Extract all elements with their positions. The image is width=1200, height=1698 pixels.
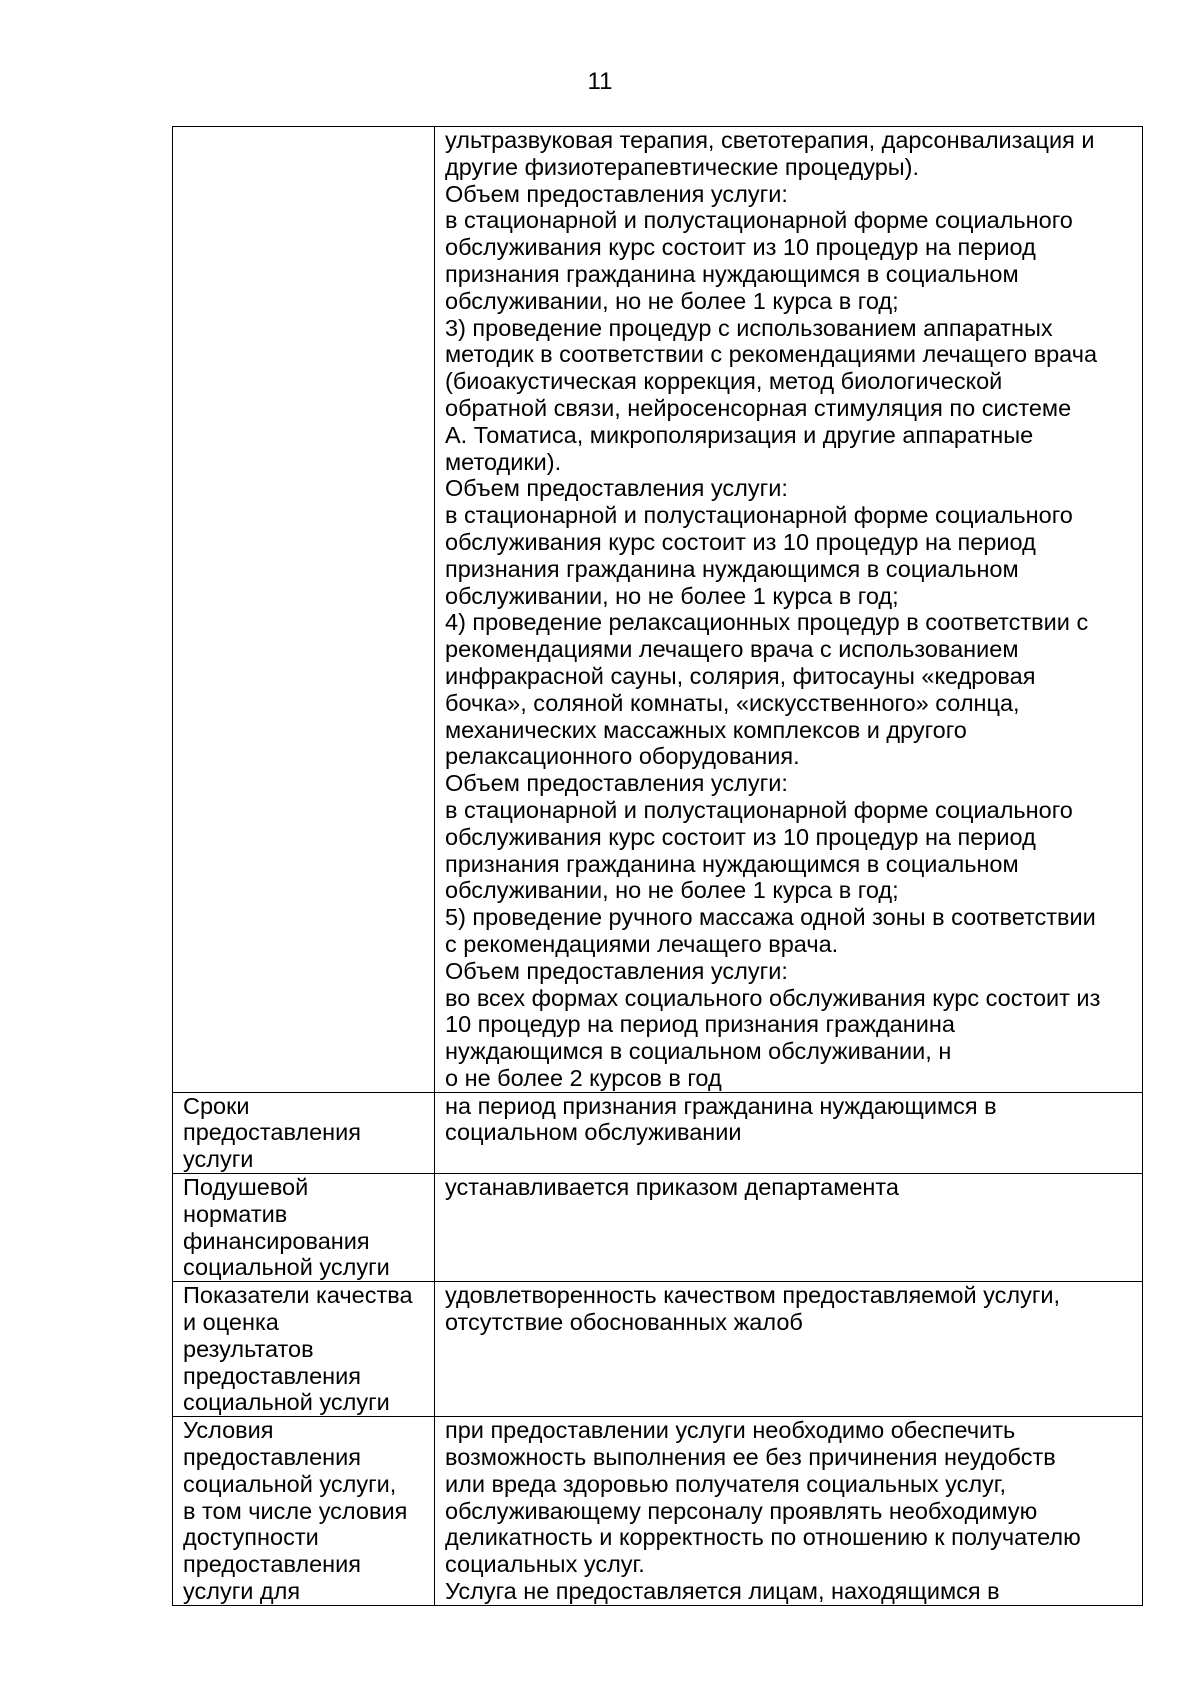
row-label-cell: Сроки предоставления услуги — [173, 1092, 435, 1173]
table-row — [173, 1417, 1143, 1606]
service-table — [172, 126, 1143, 1606]
row-value-cell: устанавливается приказом департамента — [435, 1174, 1143, 1282]
row-label-cell: Показатели качества и оценка результатов предоставления социальной услуги — [173, 1282, 435, 1417]
row-value-cell: ультразвуковая терапия, светотерапия, дарсонвализация и другие физиотерапевтические процедуры). Объем предоставления услуги: в стационарной и полустационарной форме социального обслуживания курс состоит из 10 процедур на период признания гражданина нуждающимся в социальном обслуживании, но не более 1 курса в год; 3) проведение процедур с использованием аппаратных методик в соответствии с рекомендациями лечащего врача (биоакустическая коррекция, метод биологической обратной связи, нейросенсорная стимуляция по системе А. Томатиса, микрополяризация и другие аппаратные методики). Объем предоставления услуги: в стационарной и полустационарной форме социального обслуживания курс состоит из 10 процедур на период признания гражданина нуждающимся в социальном обслуживании, но не более 1 курса в год; 4) проведение релаксационных процедур в соответствии с рекомендациями лечащего врача с использованием инфракрасной сауны, солярия, фитосауны «кедровая бочка», соляной комнаты, «искусственного» солнца, механических массажных комплексов и другого релаксационного оборудования. Объем предоставления услуги: в стационарной и полустационарной форме социального обслуживания курс состоит из 10 процедур на период признания гражданина нуждающимся в социальном обслуживании, но не более 1 курса в год; 5) проведение ручного массажа одной зоны в соответствии с рекомендациями лечащего врача. Объем предоставления услуги: во всех формах социального обслуживания курс состоит из 10 процедур на период признания гражданина нуждающимся в социальном обслуживании, н о не более 2 курсов в год — [435, 127, 1143, 1093]
row-label-cell: Условия предоставления социальной услуги, в том числе условия доступности предоставления услуги для — [173, 1417, 435, 1606]
table-row — [173, 127, 1143, 1093]
row-value-cell: удовлетворенность качеством предоставляемой услуги, отсутствие обоснованных жалоб — [435, 1282, 1143, 1417]
table-row — [173, 1174, 1143, 1282]
table-row — [173, 1092, 1143, 1173]
row-value-cell: на период признания гражданина нуждающимся в социальном обслуживании — [435, 1092, 1143, 1173]
row-label-cell — [173, 127, 435, 1093]
row-label-cell: Подушевой норматив финансирования социальной услуги — [173, 1174, 435, 1282]
page-number: 11 — [587, 68, 613, 95]
table-row — [173, 1282, 1143, 1417]
row-value-cell: при предоставлении услуги необходимо обеспечить возможность выполнения ее без причинения неудобств или вреда здоровью получателя социальных услуг, обслуживающему персоналу проявлять необходимую деликатность и корректность по отношению к получателю социальных услуг. Услуга не предоставляется лицам, находящимся в — [435, 1417, 1143, 1606]
